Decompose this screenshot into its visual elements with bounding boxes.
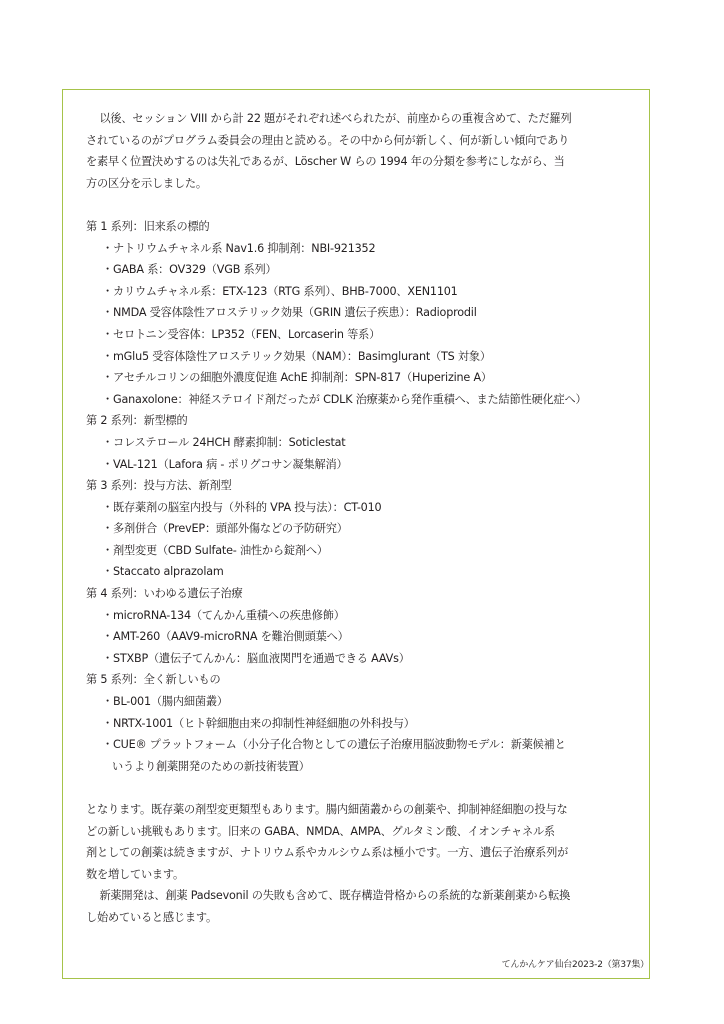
list-item: ・GABA 系：OV329（VGB 系列） bbox=[102, 263, 277, 277]
list-item: ・既存薬剤の脳室内投与（外科的 VPA 投与法）：CT-010 bbox=[102, 500, 382, 514]
page-footer: てんかんケア仙台2023-2（第37集） bbox=[501, 960, 649, 970]
list-item: ・mGlu5 受容体陰性アロステリック効果（NAM）：Basimglurant（TS 対象） bbox=[102, 349, 491, 363]
text-line: 以後、セッション VIII から計 22 題がそれぞれ述べられたが、前座からの重複含めて、ただ羅列 bbox=[99, 112, 572, 125]
text-line: どの新しい挑戦もあります。旧来の GABA、NMDA、AMPA、グルタミン酸、イオンチャネル系 bbox=[86, 824, 555, 838]
list-item: ・コレステロール 24HCH 酵素抑制：Soticlestat bbox=[102, 435, 346, 449]
list-item: ・BL-001（腸内細菌叢） bbox=[102, 695, 228, 709]
intro-paragraph bbox=[86, 108, 630, 194]
list-item-continuation: いうより創薬開発のための新技術装置） bbox=[112, 759, 310, 773]
text-line: 新薬開発は、創薬 Padsevonil の失敗も含めて、既存構造骨格からの系統的な新薬創薬から転換 bbox=[99, 889, 571, 903]
series-title: 第 5 系列：全く新しいもの bbox=[86, 673, 221, 687]
list-item: ・AMT-260（AAV9-microRNA を難治側頭葉へ） bbox=[102, 630, 349, 644]
text-line: 方の区分を示しました。 bbox=[86, 176, 207, 190]
list-item: ・Ganaxolone：神経ステロイド剤だったが CDLK 治療薬から発作重積へ、また結節性硬化症へ） bbox=[102, 392, 587, 406]
text-line: を素早く位置決めするのは失礼であるが、Löscher W らの 1994 年の分類を参考にしながら、当 bbox=[86, 155, 565, 169]
text-line: 剤としての創薬は続きますが、ナトリウム系やカルシウム系は極小です。一方、遺伝子治療系列が bbox=[86, 846, 569, 860]
series-title: 第 1 系列：旧来系の標的 bbox=[86, 219, 210, 233]
list-item: ・アセチルコリンの細胞外濃度促進 AchE 抑制剤：SPN-817（Huperizine A） bbox=[102, 371, 492, 385]
spacer bbox=[86, 194, 630, 216]
closing-paragraph bbox=[86, 799, 630, 885]
list-item: ・ナトリウムチャネル系 Nav1.6 抑制剤：NBI-921352 bbox=[102, 241, 376, 255]
list-item: ・VAL-121（Lafora 病 - ポリグコサン凝集解消） bbox=[102, 457, 348, 471]
final-paragraph bbox=[86, 885, 630, 928]
series-title: 第 2 系列：新型標的 bbox=[86, 414, 188, 428]
list-item: ・CUE® プラットフォーム（小分子化合物としての遺伝子治療用脳波動物モデル：新薬候補と bbox=[102, 738, 566, 752]
text-line: 数を増しています。 bbox=[86, 867, 184, 881]
text-line: し始めていると感じます。 bbox=[86, 910, 217, 924]
text-line: されているのがプログラム委員会の理由と読める。その中から何が新しく、何が新しい傾向であり bbox=[86, 133, 570, 147]
list-item: ・Staccato alprazolam bbox=[102, 565, 224, 579]
article-body bbox=[86, 108, 630, 929]
list-item: ・多剤併合（PrevEP：頭部外傷などの予防研究） bbox=[102, 522, 348, 536]
list-item: ・STXBP（遺伝子てんかん：脳血液関門を通過できる AAVs） bbox=[102, 651, 410, 665]
spacer bbox=[86, 777, 630, 799]
series-title: 第 3 系列：投与方法、新剤型 bbox=[86, 479, 232, 493]
list-item: ・NMDA 受容体陰性アロステリック効果（GRIN 遺伝子疾患）：Radioprodil bbox=[102, 306, 477, 320]
text-line: となります。既存薬の剤型変更類型もあります。腸内細菌叢からの創薬や、抑制神経細胞の投与な bbox=[86, 803, 568, 816]
list-item: ・セロトニン受容体：LP352（FEN、Lorcaserin 等系） bbox=[102, 327, 381, 341]
list-item: ・NRTX-1001（ヒト幹細胞由来の抑制性神経細胞の外科投与） bbox=[102, 716, 415, 730]
series-title: 第 4 系列：いわゆる遺伝子治療 bbox=[86, 587, 243, 601]
list-item: ・剤型変更（CBD Sulfate- 油性から錠剤へ） bbox=[102, 543, 328, 557]
list-item: ・カリウムチャネル系：ETX-123（RTG 系列）、BHB-7000、XEN1101 bbox=[102, 284, 458, 298]
list-item: ・microRNA-134（てんかん重積への疾患修飾） bbox=[102, 608, 345, 622]
series-list bbox=[86, 216, 630, 777]
